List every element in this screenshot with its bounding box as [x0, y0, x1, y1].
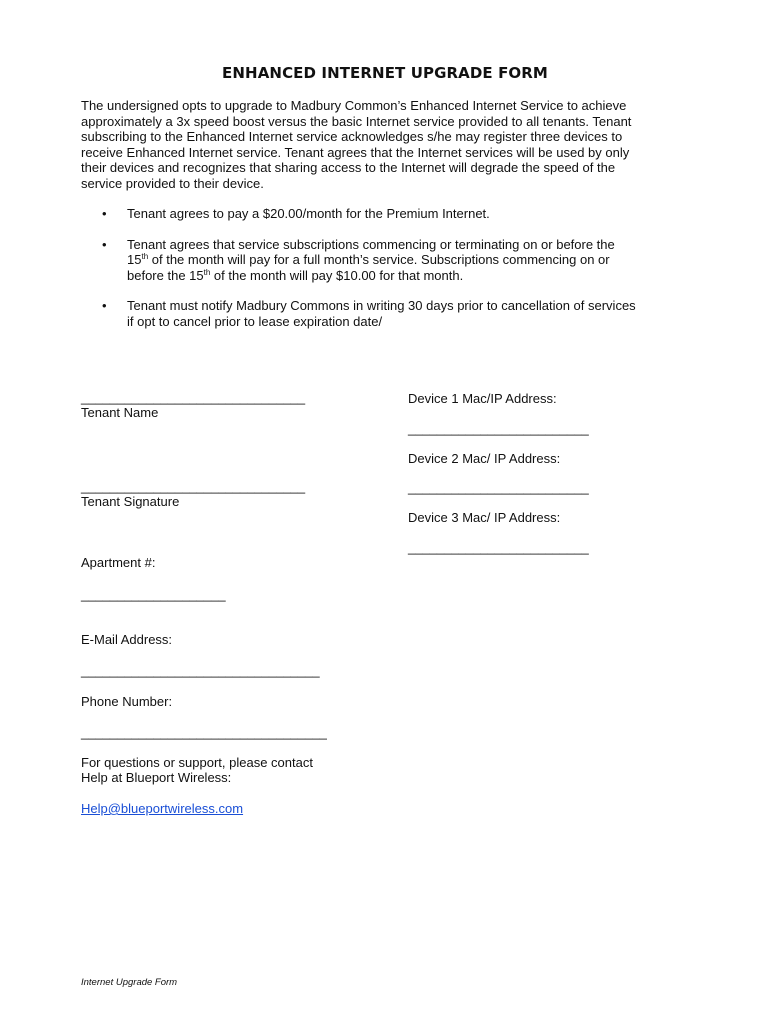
intro-line: receive Enhanced Internet service. Tenant agrees that the Internet services will be used by only [81, 144, 630, 160]
term-line: Tenant agrees to pay a $20.00/month for the Premium Internet. [127, 206, 490, 221]
device2-field[interactable]: _________________________ [408, 480, 589, 495]
device3-field[interactable]: _________________________ [408, 540, 589, 555]
terms-list [81, 206, 721, 345]
term-line [127, 252, 721, 268]
term-billing [81, 237, 721, 284]
apartment-field[interactable]: ____________________ [81, 587, 226, 602]
device1-label: Device 1 Mac/IP Address: [408, 391, 557, 406]
term-text: of the month will pay for a full month’s service. Subscriptions commencing on or [148, 252, 610, 268]
intro-line: The undersigned opts to upgrade to Madbury Common’s Enhanced Internet Service to achieve [81, 98, 627, 113]
bullet-marker: • [102, 206, 107, 221]
term-line: Tenant must notify Madbury Commons in writing 30 days prior to cancellation of services [127, 298, 636, 314]
support-text: Help at Blueport Wireless: [81, 770, 232, 785]
email-label: E-Mail Address: [81, 632, 173, 647]
term-price [81, 206, 721, 222]
tenant-name-field[interactable]: _______________________________ [81, 390, 306, 405]
page-footer: Internet Upgrade Form [81, 977, 178, 988]
phone-field[interactable]: __________________________________ [81, 725, 327, 740]
tenant-name-label: Tenant Name [81, 405, 159, 420]
intro-line: their devices and recognizes that sharing access to the Internet will degrade the speed of the [81, 160, 616, 176]
email-field[interactable]: _________________________________ [81, 663, 320, 678]
intro-paragraph [81, 98, 721, 192]
intro-line: approximately a 3x speed boost versus the basic Internet service provided to all tenants. Tenant [81, 113, 632, 129]
phone-label: Phone Number: [81, 694, 173, 709]
intro-line: service provided to their device. [81, 175, 264, 191]
ordinal-suffix: th [141, 252, 149, 262]
support-text: For questions or support, please contact [81, 755, 313, 770]
ordinal-suffix: th [203, 267, 211, 277]
term-line [127, 268, 721, 284]
intro-line: subscribing to the Enhanced Internet service acknowledges s/he may register three devices to [81, 129, 623, 145]
bullet-marker: • [102, 298, 107, 314]
tenant-signature-label: Tenant Signature [81, 494, 180, 509]
bullet-marker: • [102, 236, 107, 252]
term-cancellation [81, 298, 721, 329]
form-title: ENHANCED INTERNET UPGRADE FORM [222, 64, 548, 82]
term-text: before the 15 [127, 267, 204, 283]
support-email-link[interactable]: Help@blueportwireless.com [81, 801, 244, 816]
term-line: if opt to cancel prior to lease expiration date/ [127, 313, 383, 329]
device3-label: Device 3 Mac/ IP Address: [408, 510, 561, 525]
apartment-label: Apartment #: [81, 555, 156, 570]
term-text: of the month will pay $10.00 for that month. [210, 267, 464, 283]
tenant-signature-field[interactable]: _______________________________ [81, 479, 306, 494]
device2-label: Device 2 Mac/ IP Address: [408, 451, 561, 466]
device1-field[interactable]: _________________________ [408, 421, 589, 436]
term-line: Tenant agrees that service subscriptions commencing or terminating on or before the [127, 236, 615, 252]
ordinal-number: 15 [127, 252, 142, 268]
